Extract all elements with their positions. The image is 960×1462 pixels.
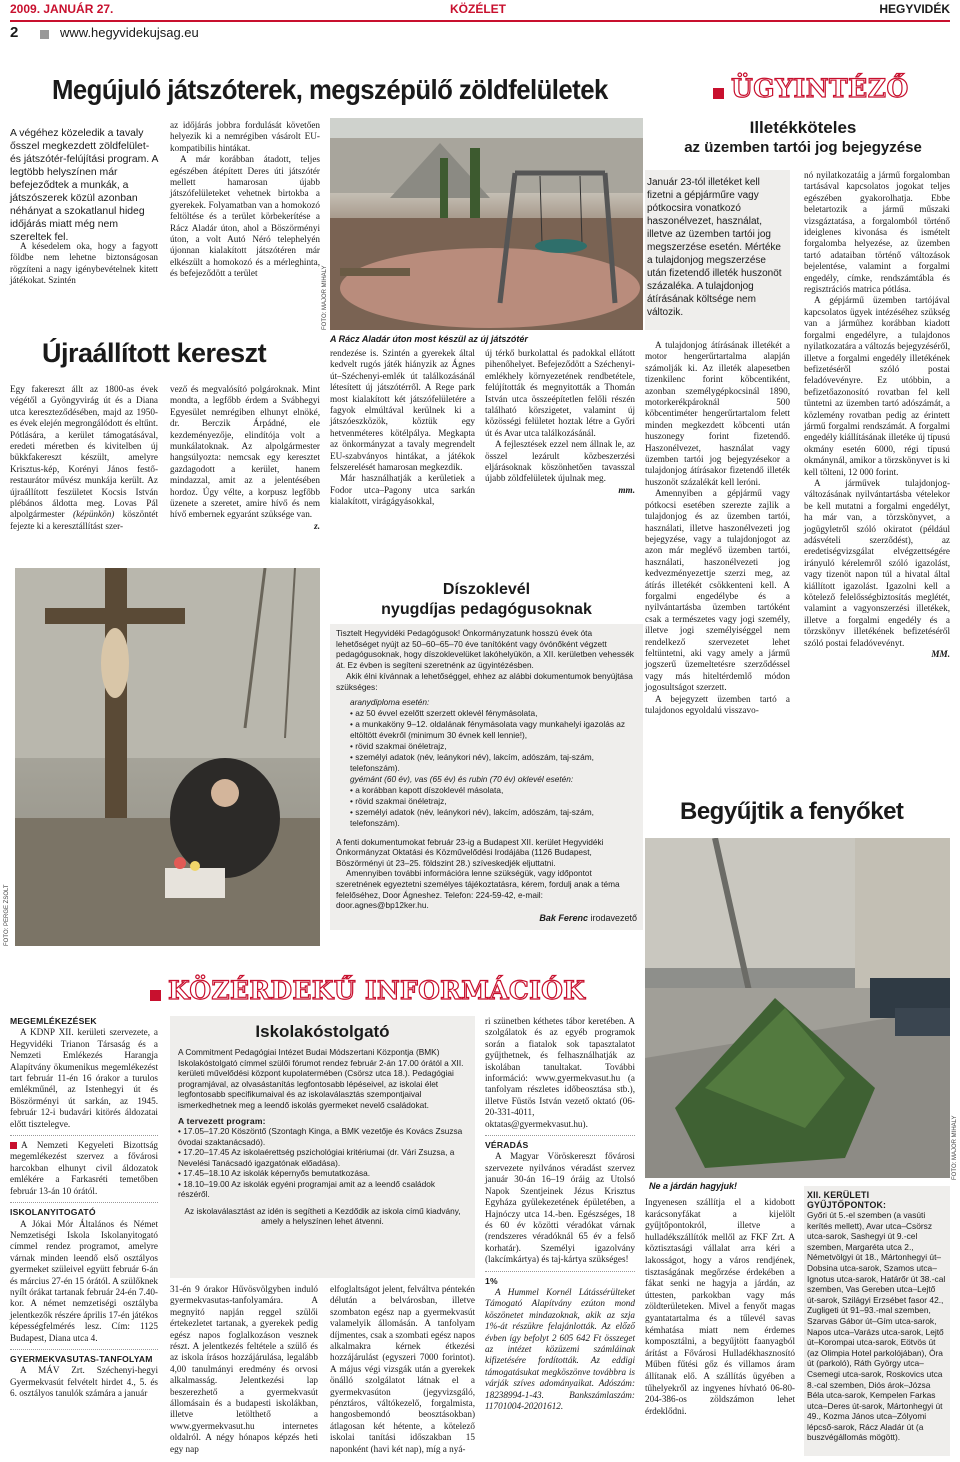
ugyintezo-lead: Január 23-tól illetéket kell fizetni a gépjárműre vagy pótkocsira vonatkozó haszonélvezet, használat, illetve az üzemben tartói jog megszerzése esetén. Mértéke a tulajdonjog megszerzése után fizetendő illeték huszonöt százaléka. A tulajdonjog átírásának költsége nem változik. bbox=[647, 177, 782, 318]
ugyintezo-p6: A járművek tulajdonjog-változásának nyilvántartásba vételekor be kell mutatni a forgalmi engedélyt, ha már van, a törzskönyvet, a jogügyletről szóló okiratot (például adásvételi szerződést), az eredetiségvizsgálat elvégzettségére irányuló kérelemről szóló igazolást, vagy tizenöt napon túl a hivatal által kiállított igazolást. Igazolni kell a kötelező felelősségbiztosítás meglétét, valamint a vagyonszerzési illetékek, illetve a forgalmi engedély és a törzskönyv illetékének befizetéséről szóló postai feladóvevényt. bbox=[804, 477, 950, 648]
ugyintezo-headline-line1: Illetékköteles bbox=[749, 118, 857, 137]
program-list bbox=[178, 1126, 467, 1200]
diszoklevel-signature-name: Bak Ferenc bbox=[539, 912, 588, 923]
diszoklevel-other-item: • a korábban kapott díszoklevél másolata, bbox=[350, 785, 637, 796]
program-item: • 17.20–17.45 Az iskolaérettség pszichológiai kritériumai (dr. Vári Zsuzsa, a Nevelési Tanácsadó igazgatónak előadása). bbox=[178, 1147, 467, 1168]
diszoklevel-gold-item: • az 50 évvel ezelőtt szerzett oklevél fénymásolata, bbox=[350, 708, 637, 719]
cross-photo bbox=[15, 568, 320, 946]
megemlekezesek-title: MEGEMLÉKEZÉSEK bbox=[10, 1016, 97, 1026]
kozerdeku-section-label bbox=[150, 976, 585, 1005]
divider bbox=[10, 1344, 158, 1350]
diszoklevel-gold-list bbox=[350, 708, 637, 774]
diszoklevel-deadline: A fenti dokumentumokat február 23-ig a Budapest XII. kerület Hegyvidéki Önkormányzat Oktatási és Közművelődési Irodájába (1126 Budapest, Böszörményi út 23–25. földszint 28.) szíveskedjék eljuttatni. bbox=[336, 836, 604, 868]
diszoklevel-headline bbox=[330, 580, 643, 620]
megemlekezesek-p1: A KDNP XII. kerületi szervezete, a Hegyvidéki Trianon Társaság és a Nemzeti Emlékezés Harangja Alapítvány ökumenikus megemlékezést tart február 11-én 16 órakor a turulos emlékműnél, az Istenhegyi út és Böszörményi út sarkán, az 1945. február 12-i budavári kitörés áldozatai előtt tisztelegve. bbox=[10, 1027, 158, 1129]
kozerdeku-col5 bbox=[485, 1016, 635, 1412]
diszoklevel-headline-line1: Díszoklevél bbox=[442, 581, 531, 598]
diszoklevel-other-item: • személyi adatok (név, leánykori név), lakcím, adószám, taj-szám, telefonszám). bbox=[350, 807, 637, 829]
ugyintezo-p3: A bejegyzett üzemben tartó a tulajdonos egyoldalú visszavo- bbox=[645, 693, 790, 715]
cross-text-end: köszöntét fejezte ki a keresztállítást szer- bbox=[10, 509, 159, 531]
cross-p2: vező és megvalósító polgároknak. Mint mondta, a legfőbb érdem a Svábhegyi Egyesület nemrégiben elhunyt elnöké, dr. Berczik Árpádné, ele kezdeményezője, elindítója volt a munkálatoknak. Az alpolgármester hangsúlyozta: nemcsak egy keresztet gazdagodott a kerület, hanem mindazzal, amit az a jelentésében hordoz. Úgy vélte, a korpusz legfőbb üzenete a szeretet, amire hívő és nem hívő embernek egyaránt szüksége van. bbox=[170, 384, 320, 520]
program-item: • 18.10–19.00 Az iskolák egyéni programjai amit az a leendő családok részéről. bbox=[178, 1179, 467, 1200]
diszoklevel-signature-title: irodavezető bbox=[590, 912, 637, 923]
diszoklevel-body bbox=[330, 624, 643, 930]
iskolanyitogato-title: ISKOLANYITOGATÓ bbox=[10, 1207, 96, 1218]
header-section: KÖZÉLET bbox=[450, 2, 506, 16]
diszoklevel-intro: Tisztelt Hegyvidéki Pedagógusok! Önkormányzatunk hosszú évek óta lehetőséget nyújt az 50–60–65–70 éve tanítóként vagy óvónőként végzett pedagógusoknak, hogy díszoklevelüket lakóhelyükön, a XII. kerületben vehessék át. Ez évben is segíteni szeretnénk az ügyintézésben. bbox=[336, 628, 634, 670]
diszoklevel-headline-line2: nyugdíjas pedagógusoknak bbox=[381, 601, 592, 618]
ugyintezo-signature: MM. bbox=[931, 649, 950, 660]
square-bullet-icon bbox=[40, 30, 49, 39]
kozerdeku-col1 bbox=[10, 1016, 158, 1400]
header-rule bbox=[10, 20, 950, 22]
kozerdeku-label: KÖZÉRDEKŰ INFORMÁCIÓK bbox=[168, 976, 586, 1005]
divider bbox=[10, 1197, 158, 1203]
ugyintezo-p5: A gépjármű üzemben tartójával kapcsolatos ügyek intézéséhez szükség van a járműhez korábban kiadott forgalmi engedélyre, a tulajdonos nyilatkozatára a változás bejegyzéséről, illetve a forgalmi engedély illetékének befizetéséről szóló postai feladóvevényre. Ez utóbbin, a befizetőazonosító rovatban fel kell tüntetni az üzemben tartó adószámát, a közlemény rovatban pedig az érintett jármű forgalmi rendszámát. A forgalmi engedély kiállításának illetéke új típusú okmány esetén 6000, régi típusú okmánynál, amikor a törzskönyvet is ki kell tölteni, 12 000 forint. bbox=[804, 295, 950, 477]
playground-illustration bbox=[330, 118, 643, 330]
diszoklevel-gold-item: • személyi adatok (név, leánykori név), lakcím, adószám, taj-szám, telefonszám). bbox=[350, 752, 637, 774]
cross-text-main: Egy fakereszt állt az 1800-as évek végétől a Gyöngyvirág út és a Diana utca kereszteződésében, majd az 1950-es évek elején megrongálódott és eltűnt. Pótlására, a kerület támogatásával, eredeti méretben és kivitelben új bükkfakereszt készült, amelyre Krisztus-kép, Korényi János festő-restaurátor művész munkája került. Az újraállított feszületet Kocsis István plébános áldotta meg. Lovas Pál alpolgármester bbox=[10, 384, 158, 520]
ugyintezo-label: ÜGYINTÉZŐ bbox=[731, 74, 909, 103]
gyujtopontok-box bbox=[804, 1186, 950, 1456]
fenyo-text: Ingyenesen szállítja el a kidobott karácsonyfákat a kijelölt gyűjtőpontokról, illetve a hulladékszállítók mellől az FKF Zrt. A köztisztasági vállalat arra kéri a lakosságot, hogy a város rendjének, tisztaságának megőrzése érdekében a fákat senki ne hagyja a járdán, az úttesten, parkokban vagy más zöldterületeken. Mivel a fenyőt magas gyantatartalma és a tűlevél savas kémhatása miatt nem érdemes komposztálni, a begyűjtött faanyagból árítást a Fővárosi Hulladékhasznosító Műben fűtési gőz és villamos áram állítanak elő. A szállítás ügyében a tűhelyekről az ingyenes hívható 06-80-204-386-os zöldszámon lehet érdeklődni. bbox=[645, 1197, 795, 1416]
ugyintezo-p1: A tulajdonjog átírásának illetékét a motor hengerűrtartalma alapján számolják ki. Az illeték alapesetben tizenkilenc forint köbcentiként, azonban személygépkocsinál 1890, motorkerékpároknál 500 köbcentiméter hengerűrtartalom felett minden megkezdett köbcenti után huszonegy forint fizetendő. Haszonélvezet, használat vagy üzemben tartói jog bejegyzésekor a tulajdonjog átírásakor fizetendő illeték huszonöt százalékát kell leróni. bbox=[645, 340, 790, 487]
cross-text-col1 bbox=[10, 384, 158, 532]
iskolakostolgato-outro: Az iskolaválasztást az idén is segítheti a Kezdődik az iskola című kiadvány, amely a helyszínen lehet átvenni. bbox=[184, 1205, 461, 1226]
diszoklevel-other-label: gyémánt (60 év), vas (65 év) és rubin (70 év) oklevél esetén: bbox=[350, 773, 574, 784]
program-item: • 17.45–18.10 Az iskolák képernyős bemutatkozása. bbox=[178, 1168, 467, 1179]
ugyintezo-p4: nó nyilatkozatáig a jármű forgalomban tartásával kapcsolatos jogokat teljes egészében gyakorolhatja. Ebbe beletartozik a jármű műszaki vizsgáztatása, a forgalomból történő ideiglenes kivonása és ismételt forgalomba helyezése, az üzemben tartó adataiban történő változások bejelentése, valamint a forgalmi engedély, címke, rendszámtábla és regisztrációs matrica pótlása. bbox=[804, 170, 950, 295]
megemlekezesek-p2: A Nemzeti Kegyeleti Bizottság megemlékezést szervez a fővárosi harcokban elhunyt civil áldozatok emlékére a Farkasréti temetőben február 13-án 10 órától. bbox=[10, 1140, 158, 1196]
ugyintezo-p2: Amennyiben a gépjármű vagy pótkocsi esetében szerezte zajlik a tulajdonjog és az üzemben tartói, használati, illetve haszonélvezeti jog bejegyzése, vagy a tulajdonjogot az azon már meglévő üzemben tartói, használati, haszonélvezeti jog kedvezményezettje szerzi meg, az átírás illetékét csökkenteni kell. A forgalmi engedélybe és a nyilvántartásba üzemben tartóként csak a természetes vagy jogi személy, illetve jogi személyiséggel nem rendelkező szervezetet lehet feltüntetni, aki vagy amely a jármű jogszerű üzemeltetésre szerződéssel vagy más hiteltérdemlő módon jogosultságot szerzett. bbox=[645, 488, 790, 693]
iskolakostolgato-box bbox=[170, 1016, 475, 1278]
divider bbox=[10, 1130, 158, 1136]
ugyintezo-lead-box bbox=[645, 170, 790, 330]
kozerdeku-col4: elfoglaltságot jelent, felváltva péntekén délután a belvárosban, illetve szombaton egész nap a gyermekvasút valamelyik állomásán. A tanfolyam díjmentes, csak a szombati egész napos alkalmakra kérnek étkezési hozzájárulást (egyszeri 7000 forintot). A május végi vizsgák után a gyerekek önálló szolgálatot látnak el a gyermekvasúton (jegyvizsgáló, pénztáros, váltókezelő, forgalmista, hangosbemondó beosztásokban) átlagosan két hétente, a kötelező iskolai tanítási időszakban 15 naponként (havi két nap), míg a nyá- bbox=[330, 1284, 475, 1454]
main-text-col3 bbox=[330, 348, 475, 508]
header-website[interactable]: www.hegyvidekujsag.eu bbox=[60, 25, 199, 40]
section-marker-icon bbox=[150, 990, 161, 1001]
main-p6: új térkő burkolattal és padokkal ellátott pihenőhelyet. Befejeződött a Széchenyi-emlékhely környezetének rendbetétele, felújították és megnyitották a Thomán István utca összeépítetlen felőli részén található körszigetet, valamint új közösségi felületet hoztak létre a Győri út és Avar utca találkozásánál. bbox=[485, 348, 635, 438]
playground-photo-caption: A Rácz Aladár úton most készül az új játszótér bbox=[330, 334, 528, 344]
gyermekvasutas-title: GYERMEKVASUTAS-TANFOLYAM bbox=[10, 1353, 153, 1364]
one-percent-title: 1% bbox=[485, 1275, 498, 1286]
veradas-title: VÉRADÁS bbox=[485, 1140, 529, 1151]
kozerdeku-col3: 31-én 9 órakor Hűvösvölgyben induló gyermekvasutas-tanfolyamára. A megnyitó napján reggel szülői értekezletet tartanak, a gyerekek pedig egész napos foglalkozáson vesznek részt. A jelentkezés feltétele a szülő és az iskola írásos hozzájárulása, legalább 4,00 tanulmányi eredmény és orvosi alkalmasság. Jelentkezési lap beszerezhető a gyermekvasút állomásain és a budapesti iskolákban, illetve letölthető a www.gyermekvasut.hu internetes oldalról. A négy hónapos képzés heti egy nap bbox=[170, 1284, 318, 1454]
gyujtopontok-text: Győri út 5.-el szemben (a vasúti kerítés mellett), Avar utca–Csörsz utca-sarok, Sashegyi út 9.-cel szemben, Margaréta utca 2., Németvölgyi út 18., Mártonhegyi út–Dobsina utca-sarok, Szamos utca–Ignotus utca-sarok, Határőr út 38.-cal szemben, Vas Gereben utca–Lejtő út-sarok, Szilágyi Erzsébet fasor 42., Zugligeti út 91–93.-mal szemben, Szarvas Gábor út–Gím utca-sarok, Napos utca–Varázs utca-sarok, Lejtő út–Korompai utca-sarok, Eötvös út (az Olimpia Hotel parkolójában), Óra út (parkoló), Ráth György utca–Csemegi utca-sarok, Roskovics utca 8.-cal szemben, Diós árok–Józsa Béla utca-sarok, Kempelen Farkas utca–Deres út-sarok, Mártonhegyi út 49., Kozma János utca–Zólyomi lépcső-sarok, Rácz Aladár út (a buszvégállomás mögött). bbox=[807, 1210, 946, 1443]
one-percent-text: A Hummel Kornél Látássérülteket Támogató Alapítvány ezúton mond köszönetet mindazoknak, akik az szja 1%-át részükre felajánlották. Az előző évben így befolyt 2 605 642 Ft összeget az intézet közüzemi számláinak kifizetésére fordították. Az eddigi támogatásukat megköszönve továbbra is várják szíves adományaikat. Adószám: 18238994-1-43. Bankszámlaszám: 11701004-20201612. bbox=[485, 1286, 635, 1411]
playground-photo-credit: FOTÓ: MAJOR MIHÁLY bbox=[322, 265, 328, 330]
diszoklevel-box bbox=[330, 580, 643, 960]
main-headline: Megújuló játszóterek, megszépülő zöldfelületek bbox=[52, 74, 608, 105]
main-text-col2 bbox=[170, 120, 320, 280]
cross-photo-credit: FOTÓ: PERGE ZSOLT bbox=[4, 884, 10, 946]
diszoklevel-other-item: • rövid szakmai önéletrajz, bbox=[350, 796, 637, 807]
diszoklevel-gold-label: aranydiploma esetén: bbox=[350, 696, 430, 707]
main-p5: Már használhatják a kerületiek a Fodor utca–Pagony utca sarkán kialakított, virágágyásokkal, bbox=[330, 473, 475, 507]
main-text-col1 bbox=[10, 241, 158, 287]
ugyintezo-headline-line2: az üzemben tartói jog bejegyzése bbox=[684, 139, 922, 156]
main-p4: rendezése is. Szintén a gyerekek által kedvelt rugós játék hiányzik az Ágnes út–Széchenyi-emlék út találkozásánál létesített új játszótérről. A Rege park most kialakított két játszófelületére a fagyok elmúltával kerülnek ki a játszóeszközök, köztük egy hetvenméteres kötélpálya. Megkapta az önkormányzat a tavaly megrendelt EU-szabványos hintákat, a játékok felszerelését hamarosan megkezdik. bbox=[330, 348, 475, 473]
diszoklevel-info: Amennyiben további információra lenne szükségük, vagy időpontot szeretnének egyeztetni személyes tájékoztatásra, kérem, fordulj anak a téma felelőséhez, Door Ágneshez. Telefon: 224-59-42, e-mail: door.agnes@bp12ker.hu. bbox=[336, 868, 620, 911]
diszoklevel-intro2: Akik élni kívánnak a lehetőséggel, ehhez az alábbi dokumentumok benyújtása szükséges: bbox=[336, 671, 633, 692]
gyujtopontok-title: XII. KERÜLETI GYŰJTŐPONTOK: bbox=[807, 1190, 887, 1210]
cross-headline: Újraállított kereszt bbox=[42, 338, 267, 368]
ugyintezo-col1 bbox=[645, 340, 790, 716]
section-marker-icon bbox=[713, 88, 724, 99]
fenyo-headline: Begyűjtik a fenyőket bbox=[680, 798, 904, 825]
main-p7: A fejlesztések ezzel nem állnak le, az összel lezárult közbeszerzési eljárásoknak köszönhetően tavasszal újabb zöldfelületek újulnak meg. bbox=[485, 439, 635, 484]
cross-text-italic: (képünkön) bbox=[73, 509, 115, 520]
tree-photo bbox=[645, 838, 950, 1178]
divider bbox=[485, 1130, 635, 1136]
veradas-text: A Magyar Vöröskereszt fővárosi szervezete nyilvános véradást szervez január 30-án 16–19 óráig az Utolsó Napok Szentjeinek Jézus Krisztus Egyháza gyülekezetének épületében, a Hajnóczy utca 14.-ben. Egészséges, 18 és 60 év közötti véradókat várnak (rendszeres véradóknál 65 év a felső korhatár). Személyi igazolvány (lakcímkártya) és taj-kártya szükséges! bbox=[485, 1151, 635, 1265]
playground-photo bbox=[330, 118, 643, 330]
iskolanyitogato-text: A Jókai Mór Általános és Német Nemzetiségi Iskola Iskolanyitogató címmel rendez programot, amelyre várnak minden leendő első osztályos gyermeket szüleivel együtt február 6-án és március 27-én 15 órától. A szülőknek nyílt órákat tartanak február 24-én 7.40-kor. A német nemzetiségi osztályba jelentkezők részére április 17-én játékos képességfelmérés lesz. Cím: 1125 Budapest, Diana utca 4. bbox=[10, 1218, 158, 1343]
gyermekvasutas-cont: ri szünetben kéthetes tábor keretében. A szolgálatok és az egyéb programok során a fiatalok sok tapasztalatot gyűjthetnek, és felhasználhatják az iskolában tanultakat. További információ: www.gyermekvasut.hu (a tanfolyam részletes időbeosztása stb.), illetve Füstös István vezető oktató (06-20-331-4011, oktatas@gyermekvasut.hu). bbox=[485, 1016, 635, 1129]
header-district: HEGYVIDÉK bbox=[879, 2, 950, 16]
program-title: A tervezett program: bbox=[178, 1116, 266, 1126]
program-item: • 17.05–17.20 Köszöntő (Szontagh Kinga, a BMK vezetője és Kovács Zsuzsa óvodai szaktanácsadó). bbox=[178, 1126, 467, 1147]
cross-text-col2 bbox=[170, 384, 320, 532]
main-p1: A késedelem oka, hogy a fagyott földbe nem lehetne biztonságosan rögzíteni a nagy igénybevételnek kitett játékokat. Szintén bbox=[10, 241, 158, 286]
ugyintezo-headline bbox=[656, 118, 950, 157]
megemlekezesek-p2-wrap bbox=[10, 1140, 158, 1197]
divider bbox=[485, 1266, 635, 1272]
iskolakostolgato-intro: A Commitment Pedagógiai Intézet Budai Módszertani Központja (BMK) Iskolakóstolgató címmel szülői fórumot rendez február 2-án 17.00 órától a XII. kerületi művelődési központ kupolatermében (Csörsz utca 18.). Pedagógiai programjával, az olvasástanítás legfontosabb lépéseivel, az iskolai élet legfontosabb specifikumaival és az iskolaválasztás szempontjaival ismerkedhetnek meg a leendő iskolás gyermeket nevelő családokat. bbox=[178, 1047, 464, 1110]
diszoklevel-signature bbox=[336, 913, 637, 924]
bullet-square-icon bbox=[10, 1142, 17, 1149]
main-p2: az időjárás jobbra fordulását követően helyezik ki a nemrégiben vásárolt EU-kompatibilis hintákat. bbox=[170, 120, 320, 153]
iskolakostolgato-title: Iskolakóstolgató bbox=[255, 1022, 390, 1041]
ugyintezo-col2 bbox=[804, 170, 950, 660]
page-header bbox=[10, 0, 950, 44]
cross-illustration bbox=[15, 568, 320, 946]
cross-signature: z. bbox=[314, 520, 320, 531]
page-number: 2 bbox=[10, 24, 19, 41]
ugyintezo-section-label bbox=[713, 74, 909, 103]
cross-p1 bbox=[10, 384, 158, 532]
main-text-col4 bbox=[485, 348, 635, 496]
tree-photo-caption: Ne a járdán hagyjuk! bbox=[649, 1181, 738, 1191]
gyermekvasutas-text: A MÁV Zrt. Széchenyi-hegyi Gyermekvasút felvételt hirdet 4., 5. és 6. osztályos tanulók számára a január bbox=[10, 1365, 158, 1399]
main-p3: A már korábban átadott, teljes egészében átépített Deres úti játszótér mellett hamarosan újabb játszófelületeket vehetnek birtokba a gyerekek. Folyamatban van a homokozó feltöltése és a terület körbekerítése a Rácz Aladár úton, ahol a Böszörményi úton, a volt Autó Néró telephelyén újonnan kialakított játszótéren már elkészült a homokozó és a mérleghinta, és befejeződött a terület bbox=[170, 154, 320, 279]
diszoklevel-other-list bbox=[350, 785, 637, 829]
diszoklevel-gold-item: • rövid szakmai önéletrajz, bbox=[350, 741, 637, 752]
tree-illustration bbox=[645, 838, 950, 1178]
header-date: 2009. JANUÁR 27. bbox=[10, 2, 114, 16]
main-lead: A végéhez közeledik a tavaly ősszel megkezdett zöldfelület- és játszótér-felújítási program. A legtöbb helyszínen már befejeződtek a munkák, a játszószerek közül azonban néhányat a szokatlanul hideg időjárás miatt még nem szereltek fel. bbox=[10, 128, 158, 243]
diszoklevel-gold-item: • a munkaköny 9–12. oldalának fénymásolata vagy munkahelyi igazolás az eltöltött évekről (minimum 30 évnek kell lennie!), bbox=[350, 719, 637, 741]
main-signature: mm. bbox=[618, 484, 635, 495]
tree-photo-credit: FOTÓ: MAJOR MIHÁLY bbox=[952, 1115, 958, 1180]
